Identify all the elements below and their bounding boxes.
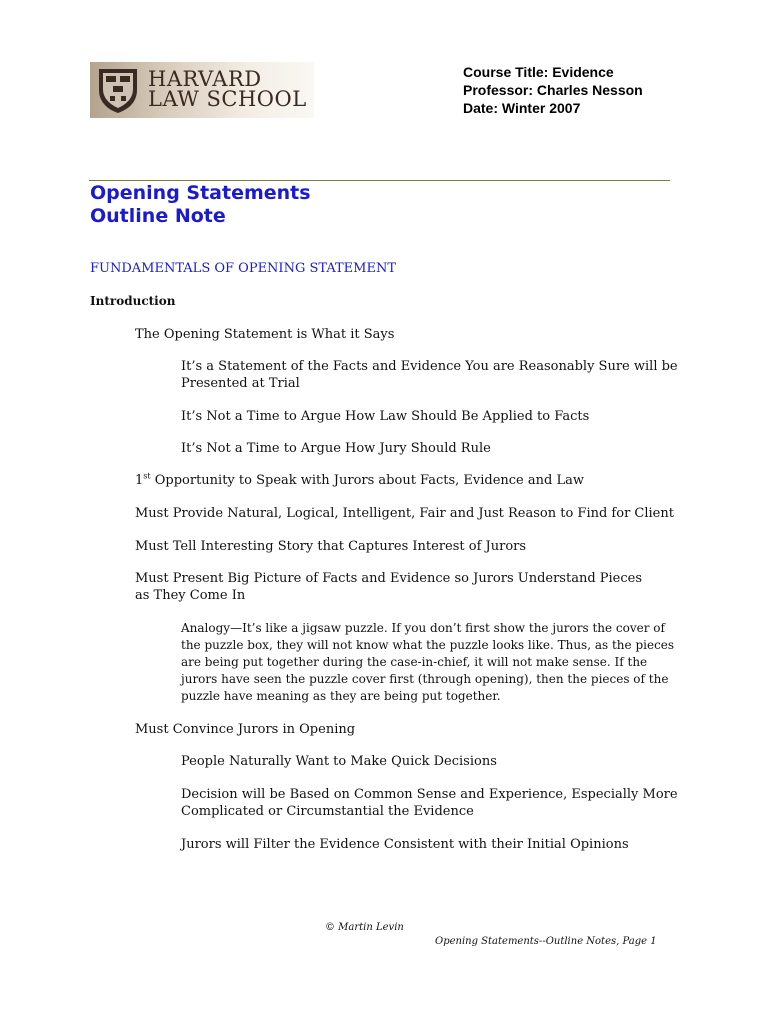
analogy-paragraph: Analogy—It’s like a jigsaw puzzle. If you don’t first show the jurors the cover of the puzzle box, they will not know what the puzzle looks like. Thus, as the pieces are being put together during the case-in-chief, it will not make sense. If the jurors have seen the puzzle cover first (through opening), then the pieces of the puzzle have meaning as they are being put together.: [181, 621, 675, 703]
document-title-line-2: Outline Note: [90, 205, 226, 227]
outline-subitem: [181, 620, 681, 705]
course-info: [463, 63, 643, 117]
header-divider: [89, 180, 670, 181]
outline-item: Must Present Big Picture of Facts and Evidence so Jurors Understand Pieces as They Come In: [135, 571, 643, 603]
outline-subitem: It’s a Statement of the Facts and Evidence You are Reasonably Sure will be Presented at Trial: [181, 359, 678, 391]
harvard-law-school-logo: [90, 62, 314, 118]
outline-item: The Opening Statement is What it Says: [135, 327, 395, 342]
subsection-heading: Introduction: [90, 294, 176, 308]
course-professor: Professor: Charles Nesson: [463, 82, 643, 98]
outline-item: Must Provide Natural, Logical, Intelligent, Fair and Just Reason to Find for Client: [135, 506, 674, 521]
footer-copyright: © Martin Levin: [325, 922, 404, 933]
ordinal-number: 1: [135, 473, 144, 488]
footer-page-label: Opening Statements--Outline Notes, Page 1: [435, 936, 657, 947]
course-title: Course Title: Evidence: [463, 64, 614, 80]
course-date: Date: Winter 2007: [463, 100, 581, 116]
section-heading: FUNDAMENTALS OF OPENING STATEMENT: [90, 261, 397, 276]
outline-item: Must Convince Jurors in Opening: [135, 722, 356, 737]
logo-line-2: LAW SCHOOL: [148, 87, 307, 111]
document-title: [90, 182, 311, 228]
ordinal-suffix: st: [143, 471, 151, 481]
document-title-line-1: Opening Statements: [90, 182, 311, 204]
outline-item: Must Tell Interesting Story that Captures Interest of Jurors: [135, 539, 527, 554]
shield-crest-icon: [96, 66, 140, 114]
outline-item: [135, 472, 675, 489]
outline-subitem: Decision will be Based on Common Sense and Experience, Especially More Complicated or Circumstantial the Evidence: [181, 787, 678, 819]
outline-subitem: It’s Not a Time to Argue How Jury Should Rule: [181, 441, 491, 456]
logo-wordmark: [148, 69, 307, 109]
outline-subitem: It’s Not a Time to Argue How Law Should Be Applied to Facts: [181, 409, 590, 424]
outline-subitem: People Naturally Want to Make Quick Decisions: [181, 754, 497, 769]
logo-line-1: HARVARD: [148, 67, 262, 91]
outline-subitem: Jurors will Filter the Evidence Consistent with their Initial Opinions: [181, 837, 629, 852]
outline-item-text: Opportunity to Speak with Jurors about Facts, Evidence and Law: [150, 473, 584, 488]
